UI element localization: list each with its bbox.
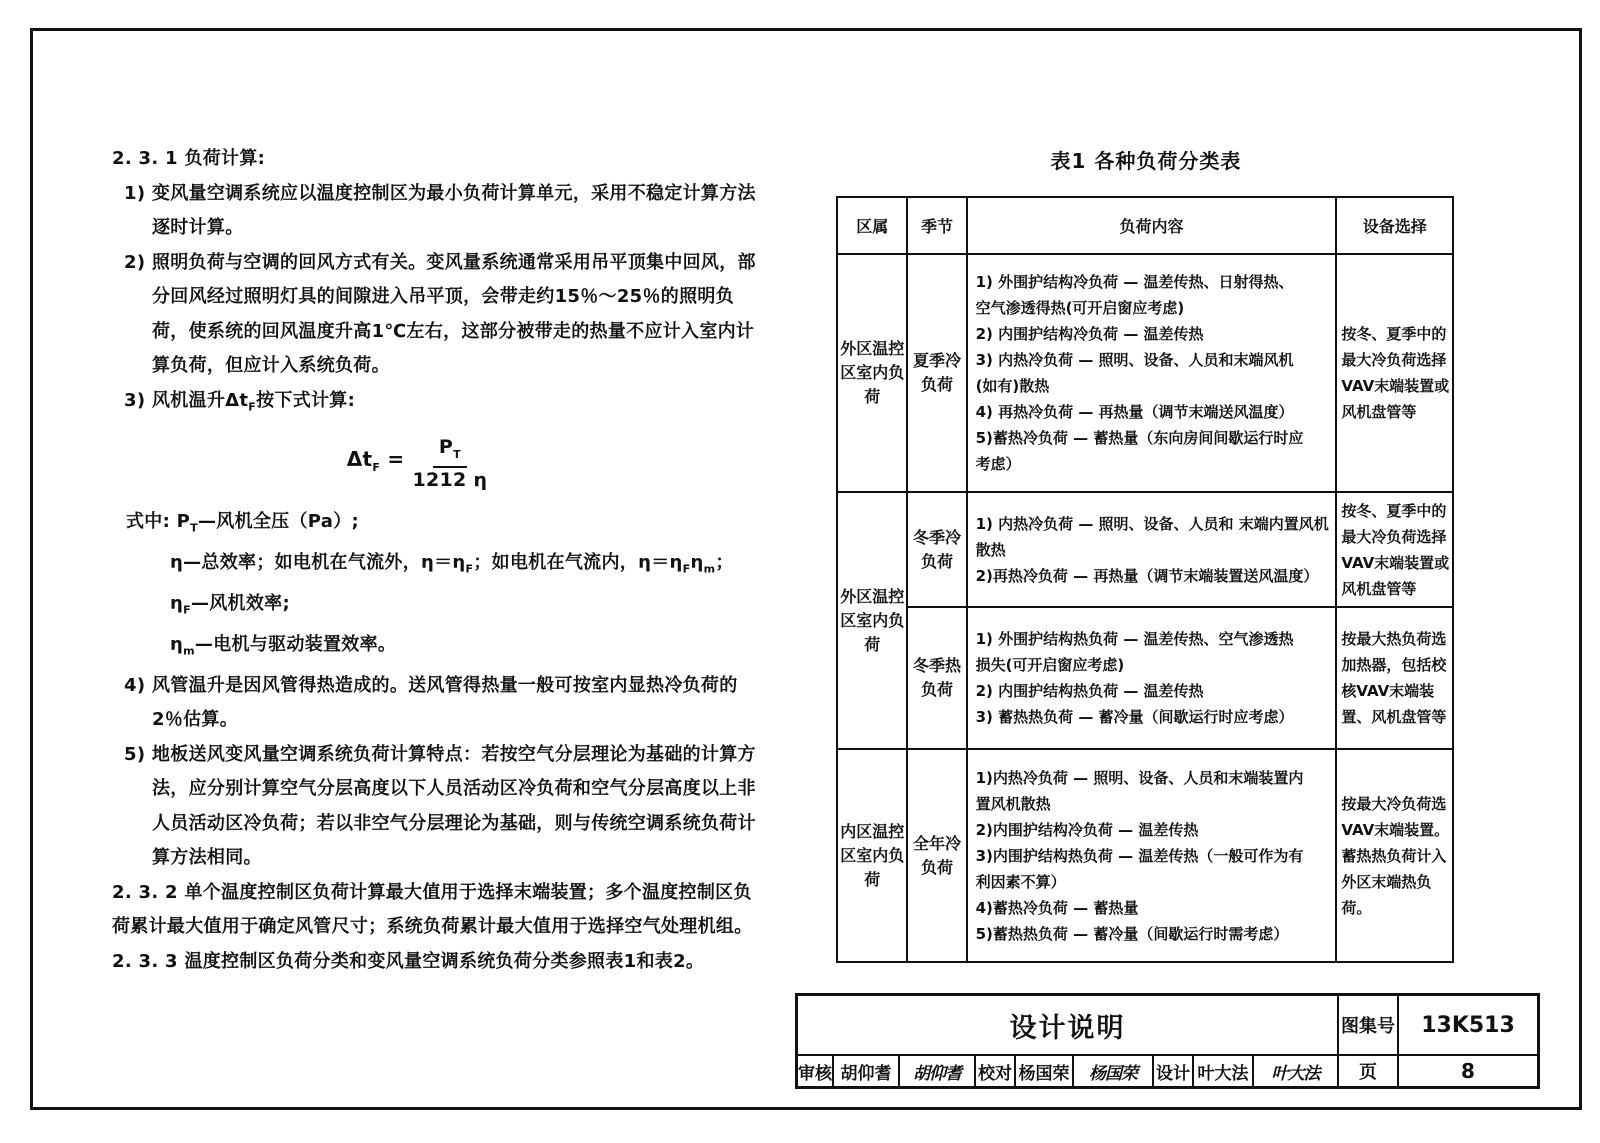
content-cell: 1) 外围护结构冷负荷 — 温差传热、日射得热、 空气渗透得热(可开启窗应考虑) 2) 内围护结构冷负荷 — 温差传热 3) 内热冷负荷 — 照明、设备、人员和末端风机 (如有)散热 4) 再热冷负荷 — 再热量（调节末端送风温度） 5)蓄热冷负荷 — 蓄热量（东向房间间歇运行时应 考虑） <box>967 254 1337 492</box>
checker-name: 杨国荣 <box>1016 1056 1074 1086</box>
season-cell: 全年冷负荷 <box>907 749 966 962</box>
season-cell: 冬季冷负荷 <box>907 492 966 607</box>
where-eta: η—总效率；如电机在气流外，$\eta=\eta_F$；如电机在气流内，$\eta=\eta_F\eta_m$； <box>170 551 734 576</box>
load-classification-table <box>836 196 1454 963</box>
page-number: 8 <box>1461 1059 1475 1083</box>
item-4: 4) 风管温升是因风管得热造成的。送风管得热量一般可按室内显热冷负荷的2％估算。 <box>124 674 738 731</box>
zone-cell: 外区温控区室内负荷 <box>837 492 907 749</box>
checker-signature: 杨国荣 <box>1074 1056 1154 1086</box>
fan-temperature-rise-formula: $\Delta t_F$ = $\frac{P_T}{1212 \eta}$ <box>346 435 488 492</box>
equipment-cell: 按最大冷负荷选VAV末端装置。蓄热热负荷计入外区末端热负荷。 <box>1336 749 1453 962</box>
equipment-cell: 按冬、夏季中的最大冷负荷选择VAV末端装置或风机盘管等 <box>1336 254 1453 492</box>
header-season: 季节 <box>907 197 966 254</box>
content-cell: 1) 外围护结构热负荷 — 温差传热、空气渗透热 损失(可开启窗应考虑) 2) 内围护结构热负荷 — 温差传热 3) 蓄热热负荷 — 蓄冷量（间歇运行时应考虑） <box>967 607 1337 749</box>
title-block <box>795 993 1540 1089</box>
atlas-label: 图集号 <box>1339 996 1399 1056</box>
table-row <box>837 607 1453 749</box>
table-row <box>837 492 1453 607</box>
item-2: 2) 照明负荷与空调的回风方式有关。变风量系统通常采用吊平顶集中回风，部分回风经过照明灯具的间隙进入吊平顶，会带走约15％～25％的照明负荷，使系统的回风温度升高1℃左右，这部分被带走的热量不应计入室内计算负荷，但应计入系统负荷。 <box>124 251 756 376</box>
where-eta-f: $\eta_F—$风机效率; <box>170 592 290 617</box>
header-equipment: 设备选择 <box>1336 197 1453 254</box>
equipment-cell: 按冬、夏季中的最大冷负荷选择VAV末端装置或风机盘管等 <box>1336 492 1453 607</box>
content-cell: 1) 内热冷负荷 — 照明、设备、人员和 末端内置风机 散热 2)再热冷负荷 — 再热量（调节末端装置送风温度） <box>967 492 1337 607</box>
zone-cell: 外区温控区室内负荷 <box>837 254 907 492</box>
designer-signature: 叶大法 <box>1271 1063 1320 1084</box>
table-row <box>837 254 1453 492</box>
table-row <box>837 749 1453 962</box>
content-cell: 1)内热冷负荷 — 照明、设备、人员和末端装置内 置风机散热 2)内围护结构冷负荷 — 温差传热 3)内围护结构热负荷 — 温差传热（一般可作为有 利因素不算） 4)蓄热冷负荷 — 蓄热量 5)蓄热热负荷 — 蓄冷量（间歇运行时需考虑） <box>967 749 1337 962</box>
equipment-cell: 按最大热负荷选加热器，包括校核VAV末端装置、风机盘管等 <box>1336 607 1453 749</box>
item-3: 3) 风机温升$\Delta t_F$按下式计算: <box>124 389 356 414</box>
header-zone: 区属 <box>837 197 907 254</box>
table-header-row <box>837 197 1453 254</box>
drawing-title: 设计说明 <box>798 996 1339 1056</box>
section-2-3-1-title: 2. 3. 1 负荷计算: <box>112 148 266 169</box>
review-label: 审核 <box>798 1056 834 1086</box>
designer-name: 叶大法 <box>1194 1056 1254 1086</box>
signature-row <box>798 1056 1339 1086</box>
where-pt: 式中: $P_T—$风机全压（Pa）; <box>126 510 360 535</box>
season-cell: 夏季冷负荷 <box>907 254 966 492</box>
page-label: 页 <box>1339 1056 1399 1086</box>
design-label: 设计 <box>1154 1056 1194 1086</box>
reviewer-signature: 胡仰耆 <box>900 1056 976 1086</box>
where-eta-m: $\eta_m—$电机与驱动装置效率。 <box>170 633 397 658</box>
atlas-number: 13K513 <box>1399 996 1537 1056</box>
header-content: 负荷内容 <box>967 197 1337 254</box>
season-cell: 冬季热负荷 <box>907 607 966 749</box>
zone-cell: 内区温控区室内负荷 <box>837 749 907 962</box>
section-2-3-2: 2. 3. 2 单个温度控制区负荷计算最大值用于选择末端装置；多个温度控制区负荷累计最大值用于确定风管尺寸；系统负荷累计最大值用于选择空气处理机组。 <box>112 881 753 938</box>
item-5: 5) 地板送风变风量空调系统负荷计算特点：若按空气分层理论为基础的计算方法，应分别计算空气分层高度以下人员活动区冷负荷和空气分层高度以上非人员活动区冷负荷；若以非空气分层理论为基础，则与传统空调系统负荷计算方法相同。 <box>124 743 756 869</box>
design-notes-text <box>112 142 762 979</box>
section-2-3-3: 2. 3. 3 温度控制区负荷分类和变风量空调系统负荷分类参照表1和表2。 <box>112 950 705 972</box>
reviewer-name: 胡仰耆 <box>834 1056 900 1086</box>
item-1: 1) 变风量空调系统应以温度控制区为最小负荷计算单元，采用不稳定计算方法逐时计算。 <box>124 182 756 238</box>
table-title: 表1 各种负荷分类表 <box>1050 149 1242 173</box>
check-label: 校对 <box>976 1056 1016 1086</box>
